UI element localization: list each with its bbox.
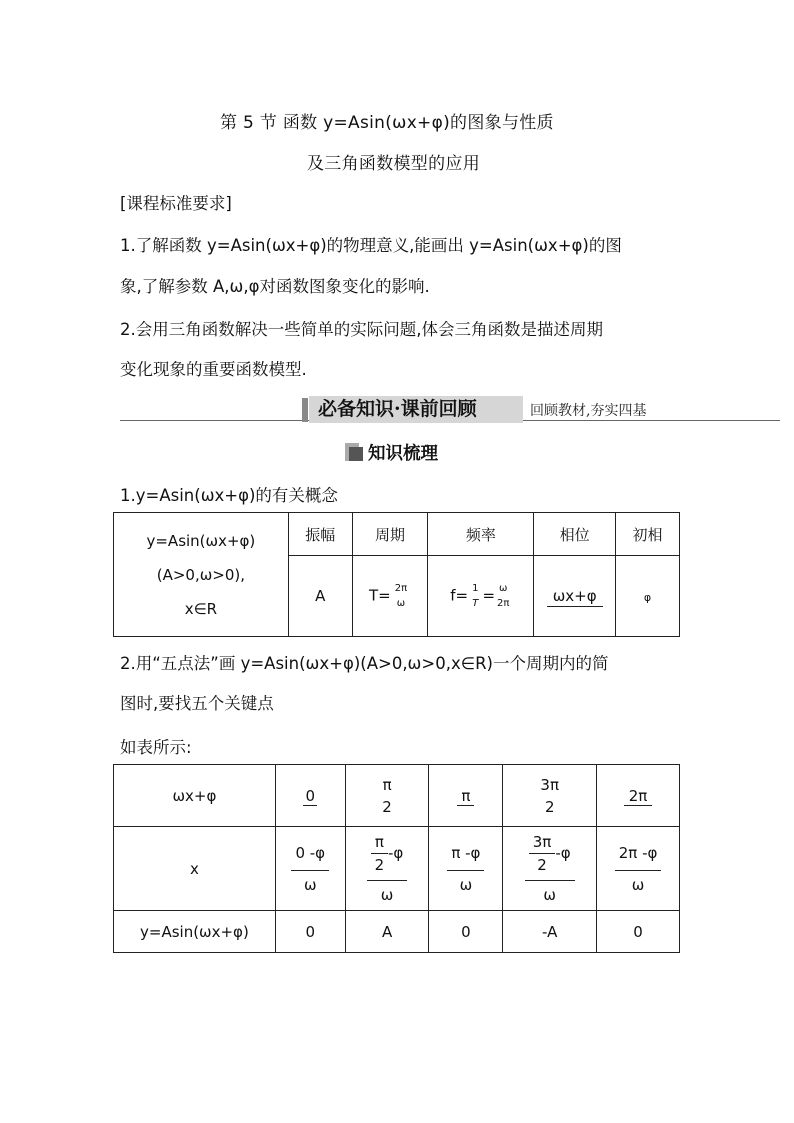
freq-den-2: 2π xyxy=(497,598,510,609)
row-label-y: y=Asin(ωx+φ) xyxy=(114,911,276,953)
phase-0-value: 0 xyxy=(305,786,316,805)
x-2-num xyxy=(367,833,407,881)
y-2: A xyxy=(345,911,429,953)
phase-3pi-half-fraction xyxy=(536,776,563,816)
x-4-fraction xyxy=(525,833,575,904)
header-frequency: 频率 xyxy=(428,513,534,556)
x-2-den: ω xyxy=(380,886,394,904)
standard-item-2-line2: 变化现象的重要函数模型. xyxy=(120,360,307,379)
x-2-inner-num: π xyxy=(371,833,388,854)
period-fraction xyxy=(391,583,411,609)
freq-num-1: 1 xyxy=(472,583,479,594)
row-label-phase: ωx+φ xyxy=(114,765,276,827)
freq-den-1: T xyxy=(472,598,479,609)
phase-pi-half-den: 2 xyxy=(382,797,392,816)
x-2-inner-den: 2 xyxy=(374,856,385,874)
period-numerator: 2π xyxy=(394,583,408,594)
freq-equals: = xyxy=(482,586,496,605)
x-1 xyxy=(275,827,345,911)
phase-pi-half-fraction xyxy=(379,776,396,816)
x-4-inner-fraction xyxy=(529,833,556,874)
point-1: 1.y=Asin(ωx+φ)的有关概念 xyxy=(120,486,338,505)
section-title: 知识梳理 xyxy=(368,444,438,464)
x-4 xyxy=(503,827,597,911)
phase-pi-value: π xyxy=(457,787,474,806)
freq-prefix: f= xyxy=(450,586,469,605)
phase-3pi-half-den: 2 xyxy=(544,797,555,816)
x-4-inner-den: 2 xyxy=(537,856,547,874)
x-2 xyxy=(345,827,429,911)
freq-fraction-2 xyxy=(495,583,511,609)
period-prefix: T= xyxy=(368,586,391,605)
function-domain: x∈R xyxy=(184,599,218,618)
y-3: 0 xyxy=(429,911,503,953)
header-initial-phase: 初相 xyxy=(616,513,680,556)
header-phase: 相位 xyxy=(534,513,616,556)
five-point-table xyxy=(113,764,680,953)
x-2-minus-phi: -φ xyxy=(387,844,404,862)
standard-item-2-line1: 2.会用三角函数解决一些简单的实际问题,体会三角函数是描述周期 xyxy=(120,320,603,339)
point-2-line3: 如表所示: xyxy=(120,738,192,757)
header-amplitude: 振幅 xyxy=(288,513,352,556)
initial-phase-symbol: φ xyxy=(643,591,652,604)
standards-heading: [课程标准要求] xyxy=(120,194,232,213)
page-title: 第 5 节 函数 y=Asin(ωx+φ)的图象与性质 xyxy=(220,113,554,133)
banner-subtitle: 回顾教材,夯实四基 xyxy=(530,403,647,419)
period-value xyxy=(352,556,428,637)
x-5-fraction xyxy=(615,844,662,894)
phase-2pi xyxy=(597,765,680,827)
x-5-num: 2π -φ xyxy=(615,844,662,871)
y-1: 0 xyxy=(275,911,345,953)
x-3-den: ω xyxy=(459,875,473,894)
banner-title: 必备知识·课前回顾 xyxy=(318,398,477,420)
point-2-line1: 2.用“五点法”画 y=Asin(ωx+φ)(A>0,ω>0,x∈R)一个周期内的简 xyxy=(120,654,609,673)
amplitude-value: A xyxy=(288,556,352,637)
concept-table xyxy=(113,512,680,637)
period-denominator: ω xyxy=(396,598,406,609)
phase-0 xyxy=(275,765,345,827)
y-5: 0 xyxy=(597,911,680,953)
x-3-num: π -φ xyxy=(447,844,484,871)
page-subtitle: 及三角函数模型的应用 xyxy=(307,154,480,174)
banner-accent xyxy=(302,398,308,422)
x-5-den: ω xyxy=(631,875,645,894)
freq-num-2: ω xyxy=(499,583,508,594)
phase-3pi-half xyxy=(503,765,597,827)
x-5 xyxy=(597,827,680,911)
phase-value xyxy=(534,556,616,637)
phase-expression: ωx+φ xyxy=(547,587,603,607)
initial-phase-value xyxy=(616,556,680,637)
phase-pi-half-num: π xyxy=(382,775,392,794)
x-1-den: ω xyxy=(303,875,317,894)
x-2-fraction xyxy=(367,833,407,904)
x-3-fraction xyxy=(447,844,484,894)
x-1-fraction xyxy=(291,844,329,894)
header-period: 周期 xyxy=(352,513,428,556)
x-4-den: ω xyxy=(543,886,556,904)
phase-pi-half xyxy=(345,765,429,827)
x-3 xyxy=(429,827,503,911)
x-4-num xyxy=(525,833,575,881)
standard-item-1-line1: 1.了解函数 y=Asin(ωx+φ)的物理意义,能画出 y=Asin(ωx+φ)的图 xyxy=(120,236,622,255)
freq-fraction-1 xyxy=(468,583,482,609)
x-1-num: 0 -φ xyxy=(291,844,329,871)
phase-3pi-half-num: 3π xyxy=(540,775,559,794)
function-expression: y=Asin(ωx+φ) xyxy=(146,531,256,550)
phase-pi xyxy=(429,765,503,827)
frequency-value xyxy=(428,556,534,637)
point-2-line2: 图时,要找五个关键点 xyxy=(120,694,274,713)
row-label-x: x xyxy=(114,827,276,911)
x-4-minus-phi: -φ xyxy=(555,844,571,862)
x-2-inner-fraction xyxy=(371,833,388,874)
y-4: -A xyxy=(503,911,597,953)
function-cell xyxy=(114,513,289,637)
x-4-inner-num: 3π xyxy=(529,833,556,854)
section-square-icon xyxy=(345,443,363,461)
standard-item-1-line2: 象,了解参数 A,ω,φ对函数图象变化的影响. xyxy=(120,277,430,296)
phase-2pi-value: 2π xyxy=(624,787,653,806)
function-conditions: (A>0,ω>0), xyxy=(156,565,246,584)
